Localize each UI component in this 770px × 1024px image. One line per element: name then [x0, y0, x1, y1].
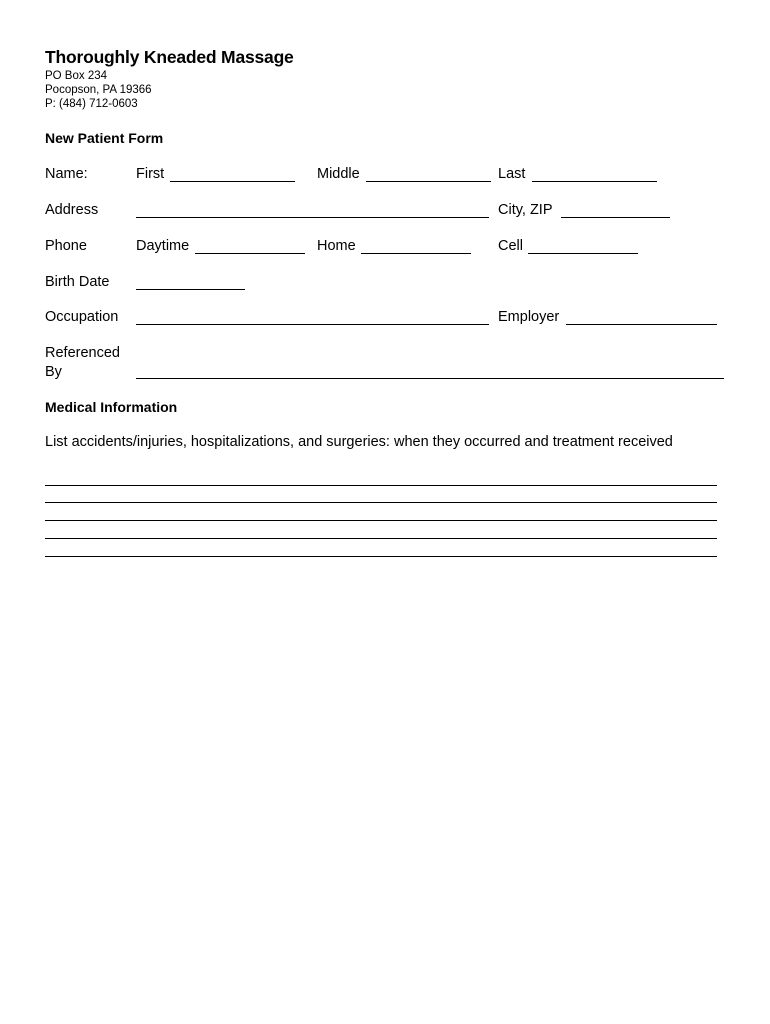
- referenced-by-field[interactable]: [136, 378, 724, 379]
- employer-field[interactable]: [566, 324, 717, 325]
- address-line-2: Pocopson, PA 19366: [45, 84, 152, 96]
- birth-date-field[interactable]: [136, 289, 245, 290]
- first-name-label: First: [136, 166, 165, 182]
- medical-history-line-5[interactable]: [45, 556, 717, 557]
- medical-history-line-4[interactable]: [45, 538, 717, 539]
- middle-name-field[interactable]: [366, 181, 491, 182]
- cell-phone-label: Cell: [498, 238, 523, 254]
- middle-name-label: Middle: [317, 166, 360, 182]
- daytime-phone-label: Daytime: [136, 238, 190, 254]
- name-label: Name:: [45, 166, 88, 182]
- medical-history-line-3[interactable]: [45, 520, 717, 521]
- business-phone: P: (484) 712-0603: [45, 98, 138, 110]
- home-phone-label: Home: [317, 238, 356, 254]
- medical-info-title: Medical Information: [45, 399, 178, 415]
- cell-phone-field[interactable]: [528, 253, 638, 254]
- medical-history-prompt: List accidents/injuries, hospitalizations, and surgeries: when they occurred and treatment received: [45, 434, 673, 450]
- last-name-field[interactable]: [532, 181, 657, 182]
- home-phone-field[interactable]: [361, 253, 471, 254]
- form-title: New Patient Form: [45, 130, 164, 146]
- address-line-1: PO Box 234: [45, 70, 108, 82]
- employer-label: Employer: [498, 309, 560, 325]
- first-name-field[interactable]: [170, 181, 295, 182]
- birth-date-label: Birth Date: [45, 274, 110, 290]
- address-field[interactable]: [136, 217, 489, 218]
- phone-label: Phone: [45, 238, 87, 254]
- city-zip-field[interactable]: [561, 217, 670, 218]
- referenced-by-label-line2: By: [45, 364, 62, 380]
- business-name: Thoroughly Kneaded Massage: [45, 47, 294, 67]
- medical-history-line-1[interactable]: [45, 485, 717, 486]
- occupation-label: Occupation: [45, 309, 119, 325]
- referenced-by-label-line1: Referenced: [45, 345, 120, 361]
- occupation-field[interactable]: [136, 324, 489, 325]
- last-name-label: Last: [498, 166, 526, 182]
- city-zip-label: City, ZIP: [498, 202, 553, 218]
- medical-history-line-2[interactable]: [45, 502, 717, 503]
- address-label: Address: [45, 202, 99, 218]
- daytime-phone-field[interactable]: [195, 253, 305, 254]
